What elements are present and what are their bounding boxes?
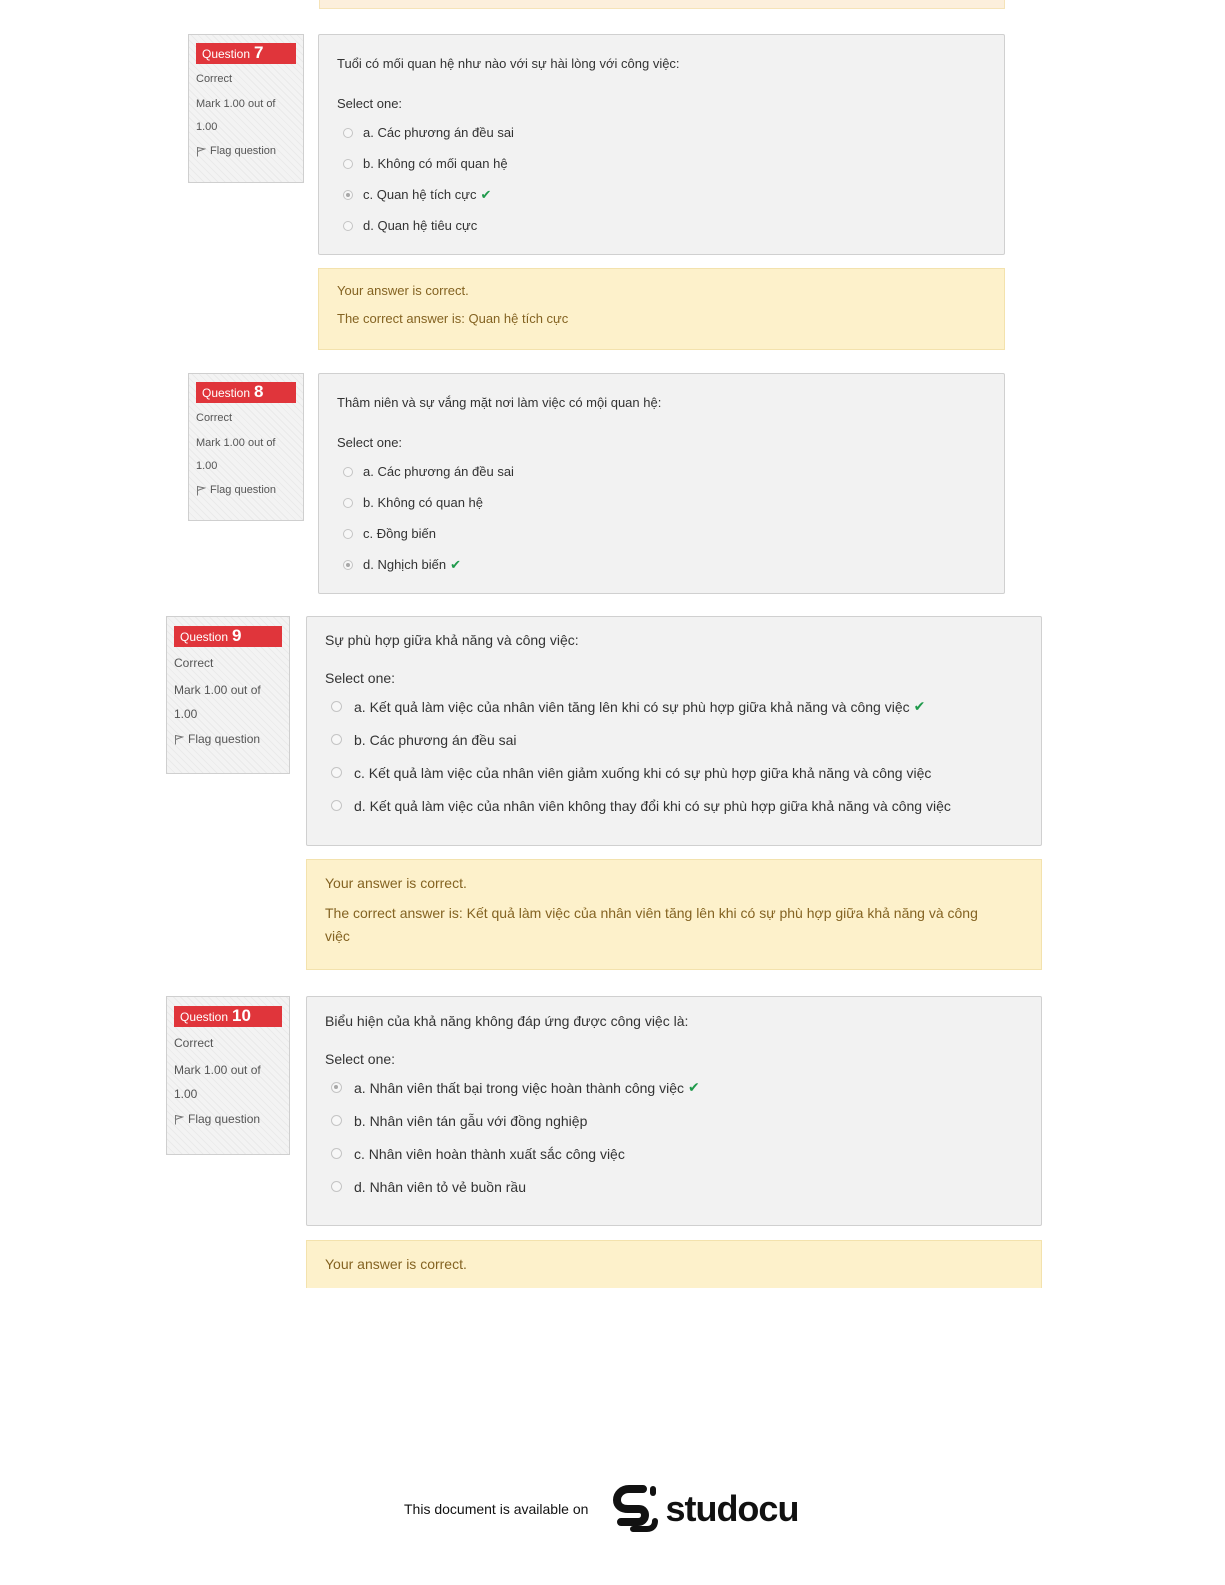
studocu-wordmark: studocu	[665, 1488, 799, 1529]
radio-button[interactable]	[331, 1181, 342, 1192]
answer-label: b. Không có mối quan hệ	[363, 156, 508, 171]
available-on-text: This document is available on	[404, 1501, 589, 1517]
feedback-correct-answer-cont: việc	[325, 928, 350, 944]
answer-list	[337, 456, 1004, 580]
question-number: 7	[254, 43, 264, 62]
answer-option-c[interactable]	[331, 1137, 1041, 1170]
question-label: Question	[180, 630, 229, 644]
question-mark: Mark 1.00 out of 1.00	[196, 437, 276, 472]
correct-check-icon: ✔	[450, 556, 462, 572]
radio-button[interactable]	[331, 767, 342, 778]
correct-check-icon: ✔	[913, 698, 926, 714]
question-label: Question	[180, 1010, 229, 1024]
question-state: Correct	[174, 656, 214, 670]
correct-check-icon: ✔	[480, 186, 492, 202]
radio-button-selected[interactable]	[343, 560, 353, 570]
answer-label: c. Đồng biến	[363, 526, 436, 541]
answer-label: a. Các phương án đều sai	[363, 464, 514, 479]
question-text: Thâm niên và sự vắng mặt nơi làm việc có mội quan hệ:	[337, 395, 662, 410]
flag-question-link[interactable]: Flag question	[174, 732, 282, 746]
answer-option-d[interactable]	[331, 789, 1041, 822]
question-info-8	[188, 373, 304, 521]
question-text: Biểu hiện của khả năng không đáp ứng được công việc là:	[325, 1013, 689, 1029]
select-one-prompt: Select one:	[337, 96, 403, 111]
question-feedback-7	[318, 268, 1005, 350]
flag-question-link[interactable]: Flag question	[174, 1112, 282, 1126]
answer-option-c[interactable]	[343, 179, 1004, 210]
question-number: 8	[254, 382, 264, 401]
answer-label: a. Nhân viên thất bại trong việc hoàn thành công việc	[354, 1079, 684, 1096]
radio-button[interactable]	[343, 498, 353, 508]
answer-option-d[interactable]	[331, 1170, 1041, 1203]
previous-feedback-strip	[319, 0, 1005, 9]
answer-option-d[interactable]	[343, 549, 1004, 580]
radio-button-selected[interactable]	[343, 190, 353, 200]
feedback-correct-answer: The correct answer is: Quan hệ tích cực	[337, 311, 569, 326]
answer-option-a[interactable]	[343, 456, 1004, 487]
question-formulation-10	[306, 996, 1042, 1226]
answer-label: a. Kết quả làm việc của nhân viên tăng lên khi có sự phù hợp giữa khả năng và công việc	[354, 698, 910, 715]
radio-button[interactable]	[343, 221, 353, 231]
answer-option-a[interactable]	[331, 690, 1041, 723]
answer-list	[337, 117, 1004, 241]
question-state: Correct	[196, 412, 233, 424]
question-label: Question	[202, 386, 251, 400]
question-info-9	[166, 616, 290, 774]
question-info-7	[188, 34, 304, 183]
question-state: Correct	[196, 73, 233, 85]
question-number-badge	[196, 382, 296, 403]
question-info-10	[166, 996, 290, 1155]
radio-button[interactable]	[331, 734, 342, 745]
answer-label: c. Kết quả làm việc của nhân viên giảm xuống khi có sự phù hợp giữa khả năng và công việc	[354, 764, 932, 781]
answer-label: b. Các phương án đều sai	[354, 731, 517, 748]
answer-option-c[interactable]	[343, 518, 1004, 549]
question-label: Question	[202, 47, 251, 61]
answer-option-b[interactable]	[331, 1104, 1041, 1137]
select-one-prompt: Select one:	[337, 435, 403, 450]
answer-option-a[interactable]	[343, 117, 1004, 148]
flag-icon	[174, 1114, 184, 1125]
flag-icon	[196, 146, 206, 157]
feedback-correct-answer: The correct answer is: Kết quả làm việc của nhân viên tăng lên khi có sự phù hợp giữa khả năng và công	[325, 905, 978, 921]
answer-label: d. Nhân viên tỏ vẻ buồn rầu	[354, 1178, 527, 1195]
answer-option-a[interactable]	[331, 1071, 1041, 1104]
studocu-logo-icon	[613, 1485, 659, 1533]
flag-question-link[interactable]: Flag question	[196, 145, 296, 157]
question-state: Correct	[174, 1036, 214, 1050]
question-text: Tuổi có mối quan hệ như nào với sự hài lòng với công việc:	[337, 56, 680, 71]
question-formulation-8	[318, 373, 1005, 594]
question-feedback-10	[306, 1240, 1042, 1288]
feedback-status: Your answer is correct.	[325, 1256, 467, 1272]
question-number: 9	[232, 626, 242, 645]
radio-button-selected[interactable]	[331, 701, 342, 712]
flag-icon	[196, 485, 206, 496]
answer-label: a. Các phương án đều sai	[363, 125, 514, 140]
question-number-badge	[174, 1006, 282, 1027]
radio-button[interactable]	[331, 800, 342, 811]
feedback-status: Your answer is correct.	[325, 875, 467, 891]
radio-button[interactable]	[343, 128, 353, 138]
question-number: 10	[232, 1006, 251, 1025]
answer-label: d. Nghịch biến	[363, 557, 447, 572]
answer-option-c[interactable]	[331, 756, 1041, 789]
answer-label: d. Quan hệ tiêu cực	[363, 218, 478, 233]
radio-button-selected[interactable]	[331, 1082, 342, 1093]
correct-check-icon: ✔	[688, 1079, 700, 1095]
flag-question-link[interactable]: Flag question	[196, 484, 296, 496]
answer-list	[325, 1071, 1041, 1203]
radio-button[interactable]	[331, 1148, 342, 1159]
answer-label: d. Kết quả làm việc của nhân viên không thay đổi khi có sự phù hợp giữa khả năng và công việc	[354, 797, 951, 814]
studocu-footer	[404, 1484, 798, 1534]
radio-button[interactable]	[343, 529, 353, 539]
question-mark: Mark 1.00 out of 1.00	[174, 1063, 261, 1101]
answer-label: b. Không có quan hệ	[363, 495, 483, 510]
answer-label: c. Nhân viên hoàn thành xuất sắc công việc	[354, 1145, 625, 1162]
answer-option-b[interactable]	[331, 723, 1041, 756]
answer-label: c. Quan hệ tích cực	[363, 187, 477, 202]
flag-icon	[174, 734, 184, 745]
question-mark: Mark 1.00 out of 1.00	[196, 98, 276, 133]
radio-button[interactable]	[343, 467, 353, 477]
feedback-status: Your answer is correct.	[337, 283, 469, 298]
question-mark: Mark 1.00 out of 1.00	[174, 683, 261, 721]
question-text: Sự phù hợp giữa khả năng và công việc:	[325, 632, 579, 648]
question-number-badge	[174, 626, 282, 647]
answer-option-d[interactable]	[343, 210, 1004, 241]
answer-label: b. Nhân viên tán gẫu với đồng nghiệp	[354, 1112, 588, 1129]
radio-button[interactable]	[331, 1115, 342, 1126]
answer-option-b[interactable]	[343, 148, 1004, 179]
answer-option-b[interactable]	[343, 487, 1004, 518]
radio-button[interactable]	[343, 159, 353, 169]
answer-list	[325, 690, 1041, 822]
question-feedback-9	[306, 859, 1042, 970]
question-number-badge	[196, 43, 296, 64]
select-one-prompt: Select one:	[325, 1051, 396, 1067]
question-formulation-9	[306, 616, 1042, 846]
select-one-prompt: Select one:	[325, 670, 396, 686]
question-formulation-7	[318, 34, 1005, 255]
